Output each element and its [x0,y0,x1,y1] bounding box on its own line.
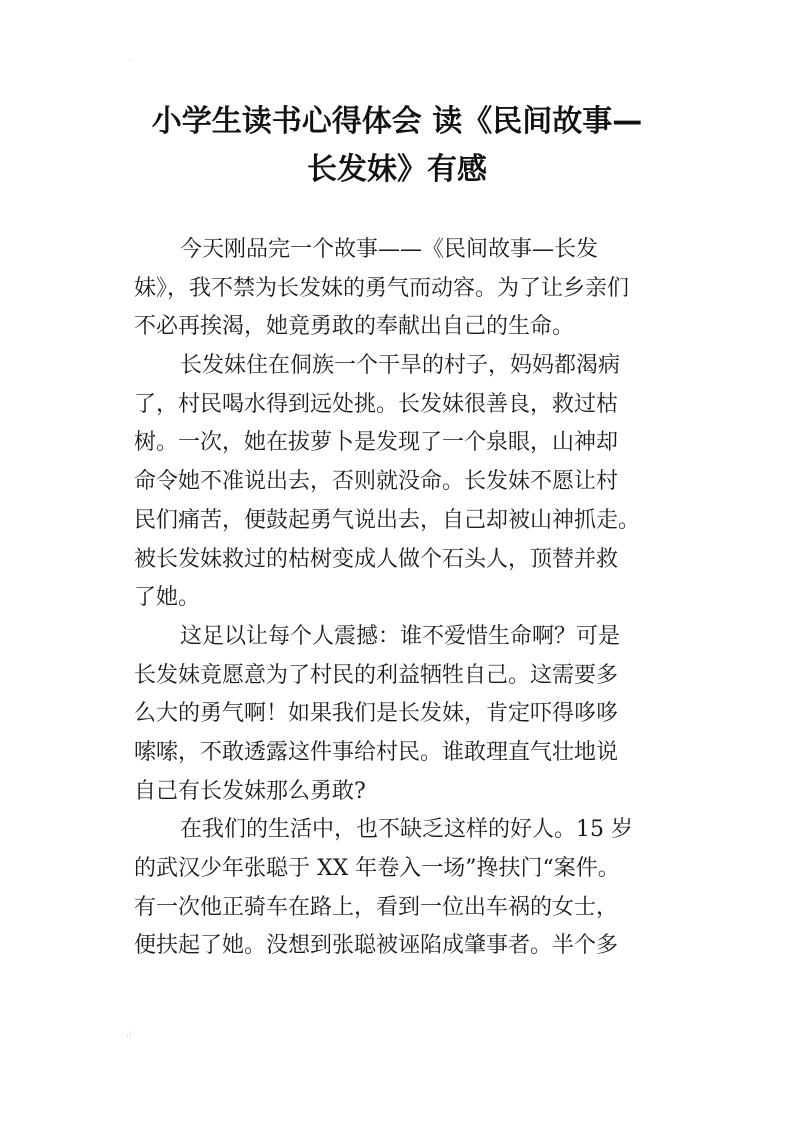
body-line: 长发妹住在侗族一个干旱的村子，妈妈都渴病 [180,353,621,379]
body-line: 嗦嗦，不敢透露这件事给村民。谁敢理直气壮地说 [134,739,619,765]
body-line: 民们痛苦，便鼓起勇气说出去，自己却被山神抓走。 [134,507,641,533]
body-line: 树。一次，她在拔萝卜是发现了一个泉眼，山神却 [134,430,619,456]
body-line: 不必再挨渴，她竟勇敢的奉献出自己的生命。 [134,314,575,340]
body-line: 命令她不准说出去，否则就没命。长发妹不愿让村 [134,469,619,495]
document-title [100,98,694,194]
body-line: 了，村民喝水得到远处挑。长发妹很善良，救过枯 [134,391,619,417]
body-line: 长发妹竟愿意为了村民的利益牺牲自己。这需要多 [134,662,619,688]
body-line: 了她。 [134,585,201,611]
corner-crop-mark: ˙ [128,59,133,69]
body-line: 这足以让每个人震撼：谁不爱惜生命啊？可是 [180,623,621,649]
body-line: 今天刚品完一个故事——《民间故事—长发 [180,237,599,262]
body-line: 便扶起了她。没想到张聪被诬陷成肇事者。半个多 [134,933,619,959]
body-line: 么大的勇气啊！如果我们是长发妹，肯定吓得哆哆 [134,701,619,727]
body-line: 在我们的生活中，也不缺乏这样的好人。15 岁 [180,817,633,843]
body-text [134,231,674,966]
title-line: 小学生读书心得体会 读《民间故事— [151,104,643,139]
title-line: 长发妹》有感 [307,152,487,187]
body-line: 的武汉少年张聪于 XX 年卷入一场”搀扶门“案件。 [134,856,620,881]
body-line: 自己有长发妹那么勇敢? [134,778,366,804]
corner-crop-mark: .: [126,1029,132,1039]
body-line: 被长发妹救过的枯树变成人做个石头人，顶替并救 [134,546,619,572]
body-line: 有一次他正骑车在路上，看到一位出车祸的女士， [134,894,619,920]
body-line: 妹》，我不禁为长发妹的勇气而动容。为了让乡亲们 [134,275,630,301]
